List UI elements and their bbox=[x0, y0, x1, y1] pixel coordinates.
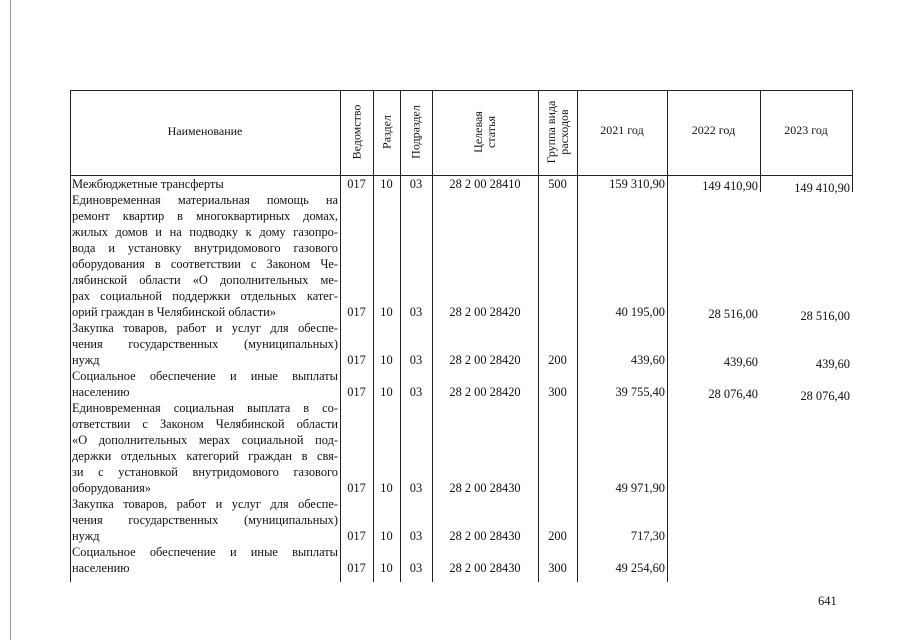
column-border bbox=[340, 90, 341, 582]
cell-razdel: 10 bbox=[380, 353, 393, 367]
row-name-line: орий граждан в Челябинской области» bbox=[72, 305, 276, 319]
cell-2023 bbox=[762, 564, 850, 580]
cell-expense-group: 200 bbox=[548, 353, 567, 367]
cell-2021: 49 254,60 bbox=[615, 561, 665, 575]
cell-podrazdel: 03 bbox=[409, 481, 423, 495]
page-binding-edge bbox=[10, 0, 11, 640]
cell-vedomstvo: 017 bbox=[347, 353, 366, 367]
row-name-line: ответствии с Законом Челябинской области bbox=[72, 417, 338, 431]
row-name-line: Социальное обеспечение и иные выплаты bbox=[72, 545, 338, 559]
header-target-article bbox=[472, 111, 498, 153]
header-target-line1: Целевая bbox=[471, 111, 485, 153]
header-2022: 2022 год bbox=[691, 123, 736, 137]
cell-target-article: 28 2 00 28420 bbox=[449, 353, 521, 367]
cell-vedomstvo: 017 bbox=[347, 385, 366, 399]
header-group-line1: Группа вида bbox=[543, 100, 558, 164]
cell-podrazdel: 03 bbox=[409, 353, 423, 367]
cell-razdel: 10 bbox=[380, 385, 393, 399]
row-name-line: Закупка товаров, работ и услуг для обеспе- bbox=[72, 497, 338, 511]
table-top-border bbox=[70, 90, 852, 91]
column-border bbox=[577, 90, 578, 582]
cell-target-article: 28 2 00 28430 bbox=[449, 529, 521, 543]
header-2021: 2021 год bbox=[600, 123, 644, 137]
column-border bbox=[667, 90, 668, 582]
column-border bbox=[538, 90, 539, 582]
column-border bbox=[400, 90, 401, 582]
cell-target-article: 28 2 00 28430 bbox=[449, 561, 521, 575]
cell-vedomstvo: 017 bbox=[347, 561, 366, 575]
row-name-line: Закупка товаров, работ и услуг для обеспе- bbox=[72, 321, 338, 335]
row-name-line: «О дополнительных мерах социальной под- bbox=[72, 433, 338, 447]
cell-2021: 717,30 bbox=[630, 529, 665, 543]
header-target-line2: статья bbox=[484, 116, 498, 148]
cell-podrazdel: 03 bbox=[409, 561, 423, 575]
column-border bbox=[852, 90, 853, 192]
row-name-line: держки отдельных категорий граждан в свя- bbox=[72, 449, 338, 463]
cell-podrazdel: 03 bbox=[409, 385, 423, 399]
header-group-line2: расходов bbox=[556, 109, 571, 155]
cell-2023: 149 410,90 bbox=[794, 181, 850, 195]
cell-2022: 28 516,00 bbox=[708, 307, 758, 321]
cell-razdel: 10 bbox=[380, 481, 393, 495]
cell-vedomstvo: 017 bbox=[347, 481, 366, 495]
cell-expense-group: 500 bbox=[548, 177, 567, 191]
cell-2023 bbox=[762, 484, 850, 500]
cell-2022 bbox=[669, 562, 758, 578]
cell-razdel: 10 bbox=[380, 305, 393, 319]
cell-vedomstvo: 017 bbox=[347, 529, 366, 543]
row-name-line: ремонт квартир в многоквартирных домах, bbox=[72, 209, 338, 223]
row-name-line: лябинской области «О дополнительных ме- bbox=[72, 273, 338, 287]
cell-2021: 439,60 bbox=[630, 353, 665, 367]
cell-expense-group bbox=[540, 304, 575, 320]
column-border bbox=[760, 90, 761, 192]
row-name-line: населению bbox=[72, 561, 130, 575]
column-border bbox=[70, 90, 71, 582]
row-name-line: вода и установку внутридомового газового bbox=[72, 241, 338, 255]
row-name-line: нужд bbox=[72, 529, 100, 543]
cell-razdel: 10 bbox=[380, 529, 393, 543]
cell-target-article: 28 2 00 28420 bbox=[449, 305, 521, 319]
header-name: Наименование bbox=[167, 124, 243, 138]
cell-expense-group bbox=[540, 480, 575, 496]
cell-target-article: 28 2 00 28420 bbox=[449, 385, 521, 399]
cell-podrazdel: 03 bbox=[409, 529, 423, 543]
row-name-line: Межбюджетные трансферты bbox=[72, 177, 224, 191]
cell-2023 bbox=[762, 532, 850, 548]
row-name-line: чения государственных (муниципальных) bbox=[72, 513, 338, 527]
header-2023: 2023 год bbox=[784, 123, 828, 137]
cell-2022: 149 410,90 bbox=[702, 179, 758, 193]
cell-podrazdel: 03 bbox=[409, 305, 423, 319]
row-name-line: нужд bbox=[72, 353, 100, 367]
cell-2023: 439,60 bbox=[815, 357, 850, 371]
row-name-line: Социальное обеспечение и иные выплаты bbox=[72, 369, 338, 383]
cell-razdel: 10 bbox=[380, 177, 393, 191]
cell-2021: 39 755,40 bbox=[615, 385, 665, 399]
cell-2021: 159 310,90 bbox=[609, 177, 665, 191]
cell-2021: 49 971,90 bbox=[615, 481, 665, 495]
cell-razdel: 10 bbox=[380, 561, 393, 575]
header-podrazdel: Подраздел bbox=[408, 105, 423, 159]
row-name-line: чения государственных (муниципальных) bbox=[72, 337, 338, 351]
cell-target-article: 28 2 00 28430 bbox=[449, 481, 521, 495]
row-name-line: рах социальной поддержки отдельных катег- bbox=[72, 289, 338, 303]
page-number: 641 bbox=[818, 594, 837, 608]
cell-target-article: 28 2 00 28410 bbox=[449, 177, 521, 191]
cell-expense-group: 200 bbox=[548, 529, 567, 543]
cell-2021: 40 195,00 bbox=[615, 305, 665, 319]
row-name-line: Единовременная социальная выплата в со- bbox=[72, 401, 338, 415]
cell-2022 bbox=[669, 530, 758, 546]
cell-vedomstvo: 017 bbox=[347, 177, 366, 191]
cell-vedomstvo: 017 bbox=[347, 305, 366, 319]
row-name-line: оборудования в соответствии с Законом Че- bbox=[72, 257, 338, 271]
header-razdel: Раздел bbox=[379, 115, 393, 149]
column-border bbox=[373, 90, 374, 582]
cell-2022: 439,60 bbox=[723, 355, 758, 369]
row-name-line: зи с установкой внутридомового газового bbox=[72, 465, 338, 479]
row-name-line: жилых домов и на подводку к дому газопро- bbox=[72, 225, 338, 239]
cell-podrazdel: 03 bbox=[409, 177, 423, 191]
cell-expense-group: 300 bbox=[548, 561, 567, 575]
cell-2023: 28 076,40 bbox=[800, 389, 850, 403]
cell-2023: 28 516,00 bbox=[800, 309, 850, 323]
cell-expense-group: 300 bbox=[548, 385, 567, 399]
row-name-line: оборудования» bbox=[72, 481, 151, 495]
cell-2022 bbox=[669, 482, 758, 498]
row-name-line: населению bbox=[72, 385, 130, 399]
column-border bbox=[432, 90, 433, 582]
header-expense-group bbox=[545, 101, 571, 164]
row-name-line: Единовременная материальная помощь на bbox=[72, 193, 338, 207]
header-vedomstvo: Ведомство bbox=[349, 104, 363, 160]
cell-2022: 28 076,40 bbox=[708, 387, 758, 401]
